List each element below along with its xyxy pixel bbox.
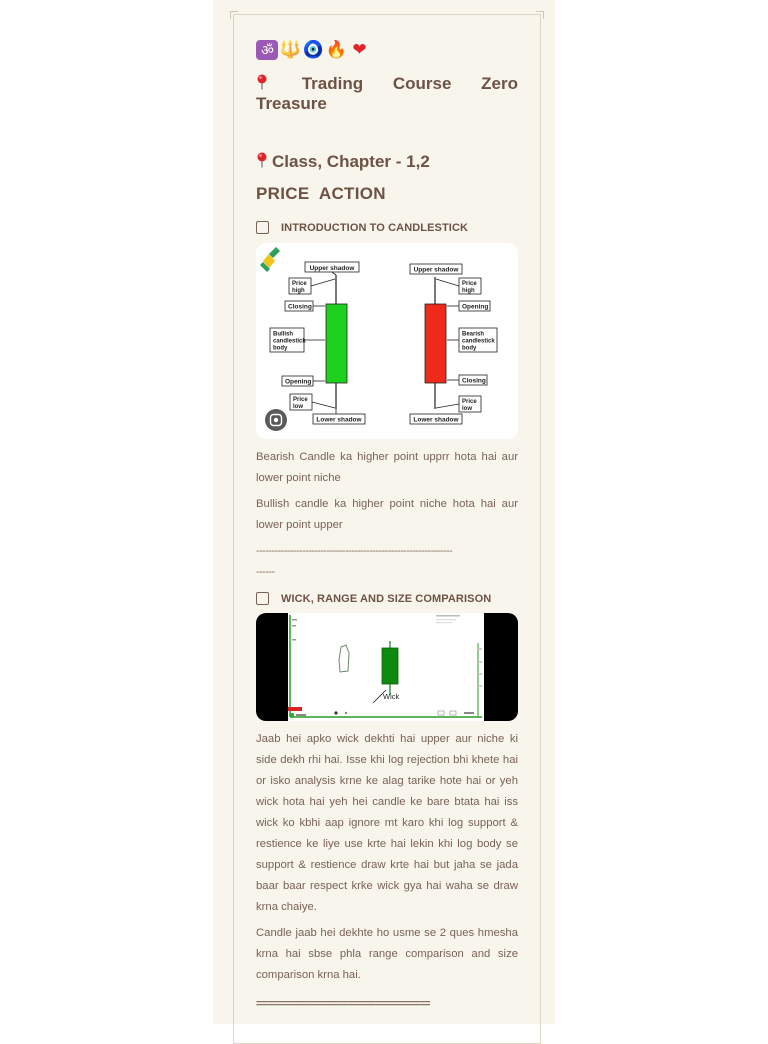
- title-word: Course: [392, 74, 452, 93]
- bullish-body: [326, 304, 347, 383]
- svg-text:Lower shadow: Lower shadow: [413, 416, 459, 424]
- wick-screenshot-image[interactable]: [256, 613, 518, 721]
- topic-label: WICK, RANGE AND SIZE COMPARISON: [281, 592, 492, 605]
- wick-label: Wick: [383, 692, 400, 701]
- pin-icon: [256, 152, 268, 168]
- svg-text:Price: Price: [462, 399, 477, 405]
- svg-text:candlestick: candlestick: [273, 338, 306, 345]
- bearish-candle-diagram: [410, 264, 497, 424]
- post-title-line2: Treasure: [256, 94, 327, 113]
- om-emoji: ॐ: [256, 40, 278, 60]
- title-word: Trading: [301, 74, 364, 93]
- heart-emoji: ❤: [352, 39, 366, 59]
- bearish-body: [425, 304, 446, 383]
- paragraph: Bearish Candle ka higher point upprr hota hai aur lower point niche: [256, 451, 518, 484]
- svg-text:body: body: [462, 345, 477, 352]
- dashed-divider: ----------------------------------------------------------------: [256, 545, 453, 557]
- title-word: Zero: [481, 74, 518, 93]
- frame-corner-ornament: [536, 11, 544, 19]
- label-bullish-body: Bullish: [273, 331, 294, 338]
- bullish-candle-diagram: [270, 262, 365, 424]
- label-price-low: Price: [293, 397, 308, 403]
- class-heading: [256, 152, 518, 172]
- post-page: [213, 0, 555, 1024]
- checkbox[interactable]: [256, 221, 269, 234]
- topic-checkbox-wick[interactable]: [256, 592, 518, 605]
- svg-text:high: high: [462, 288, 475, 294]
- emoji-row: [256, 38, 518, 62]
- topic-checkbox-candlestick[interactable]: [256, 221, 518, 234]
- svg-text:low: low: [462, 406, 472, 412]
- nazar-emoji: 🧿: [302, 39, 324, 59]
- checkbox[interactable]: [256, 592, 269, 605]
- paragraph: Jaab hei apko wick dekhti hai upper aur niche ki side dekh rhi hai. Isse khi log rejection bhi khete hai or isko analysis krne ke alag tarike hote hai or yeh wick hota hai yeh hei candle ke bare btata hai iss wick ko kbhi aap ignore mt karo khi log support & restience ke liye use krte hai lekin khi log body se support & restience draw krte hai but jaha se jada baar baar respect krke wick gya hai waha se draw krna chaiye.: [256, 733, 518, 913]
- double-divider: ================================: [256, 998, 430, 1010]
- svg-text:body: body: [273, 345, 288, 352]
- brand-logo-icon: [260, 247, 280, 272]
- class-heading-text: Class, Chapter - 1,2: [272, 152, 430, 171]
- green-candle: [382, 648, 398, 684]
- pin-icon: [256, 74, 268, 90]
- label-lower-shadow: Lower shadow: [316, 416, 362, 424]
- dashed-divider-tail: ------: [256, 566, 275, 578]
- label-upper-shadow: Upper shadow: [309, 265, 355, 272]
- svg-text:Opening: Opening: [462, 303, 489, 311]
- paragraph: Bullish candle ka higher point niche hota hai aur lower point upper: [256, 498, 518, 531]
- candlestick-diagram-image[interactable]: [256, 243, 518, 439]
- post-content: [256, 38, 518, 1015]
- label-closing: Closing: [288, 303, 312, 311]
- screenshot-canvas: [288, 613, 484, 721]
- post-title: [256, 74, 518, 94]
- frame-corner-ornament: [230, 11, 238, 19]
- label-price-high: Price: [292, 281, 307, 287]
- svg-text:low: low: [293, 404, 303, 410]
- section-heading: PRICE ACTION: [256, 184, 386, 203]
- svg-text:Price: Price: [462, 281, 477, 287]
- label-opening: Opening: [285, 378, 312, 386]
- svg-text:Upper shadow: Upper shadow: [413, 266, 459, 274]
- fire-emoji: 🔥: [325, 39, 347, 59]
- lens-icon[interactable]: [265, 409, 287, 431]
- svg-text:high: high: [292, 288, 305, 294]
- trident-emoji: 🔱: [279, 39, 301, 59]
- paragraph: Candle jaab hei dekhte ho usme se 2 ques hmesha krna hai sbse phla range comparison and size comparison krna hai.: [256, 927, 518, 981]
- svg-text:Closing: Closing: [462, 377, 486, 385]
- topic-label: INTRODUCTION TO CANDLESTICK: [281, 221, 469, 234]
- svg-text:candlestick: candlestick: [462, 338, 495, 345]
- svg-text:Bearish: Bearish: [462, 331, 485, 338]
